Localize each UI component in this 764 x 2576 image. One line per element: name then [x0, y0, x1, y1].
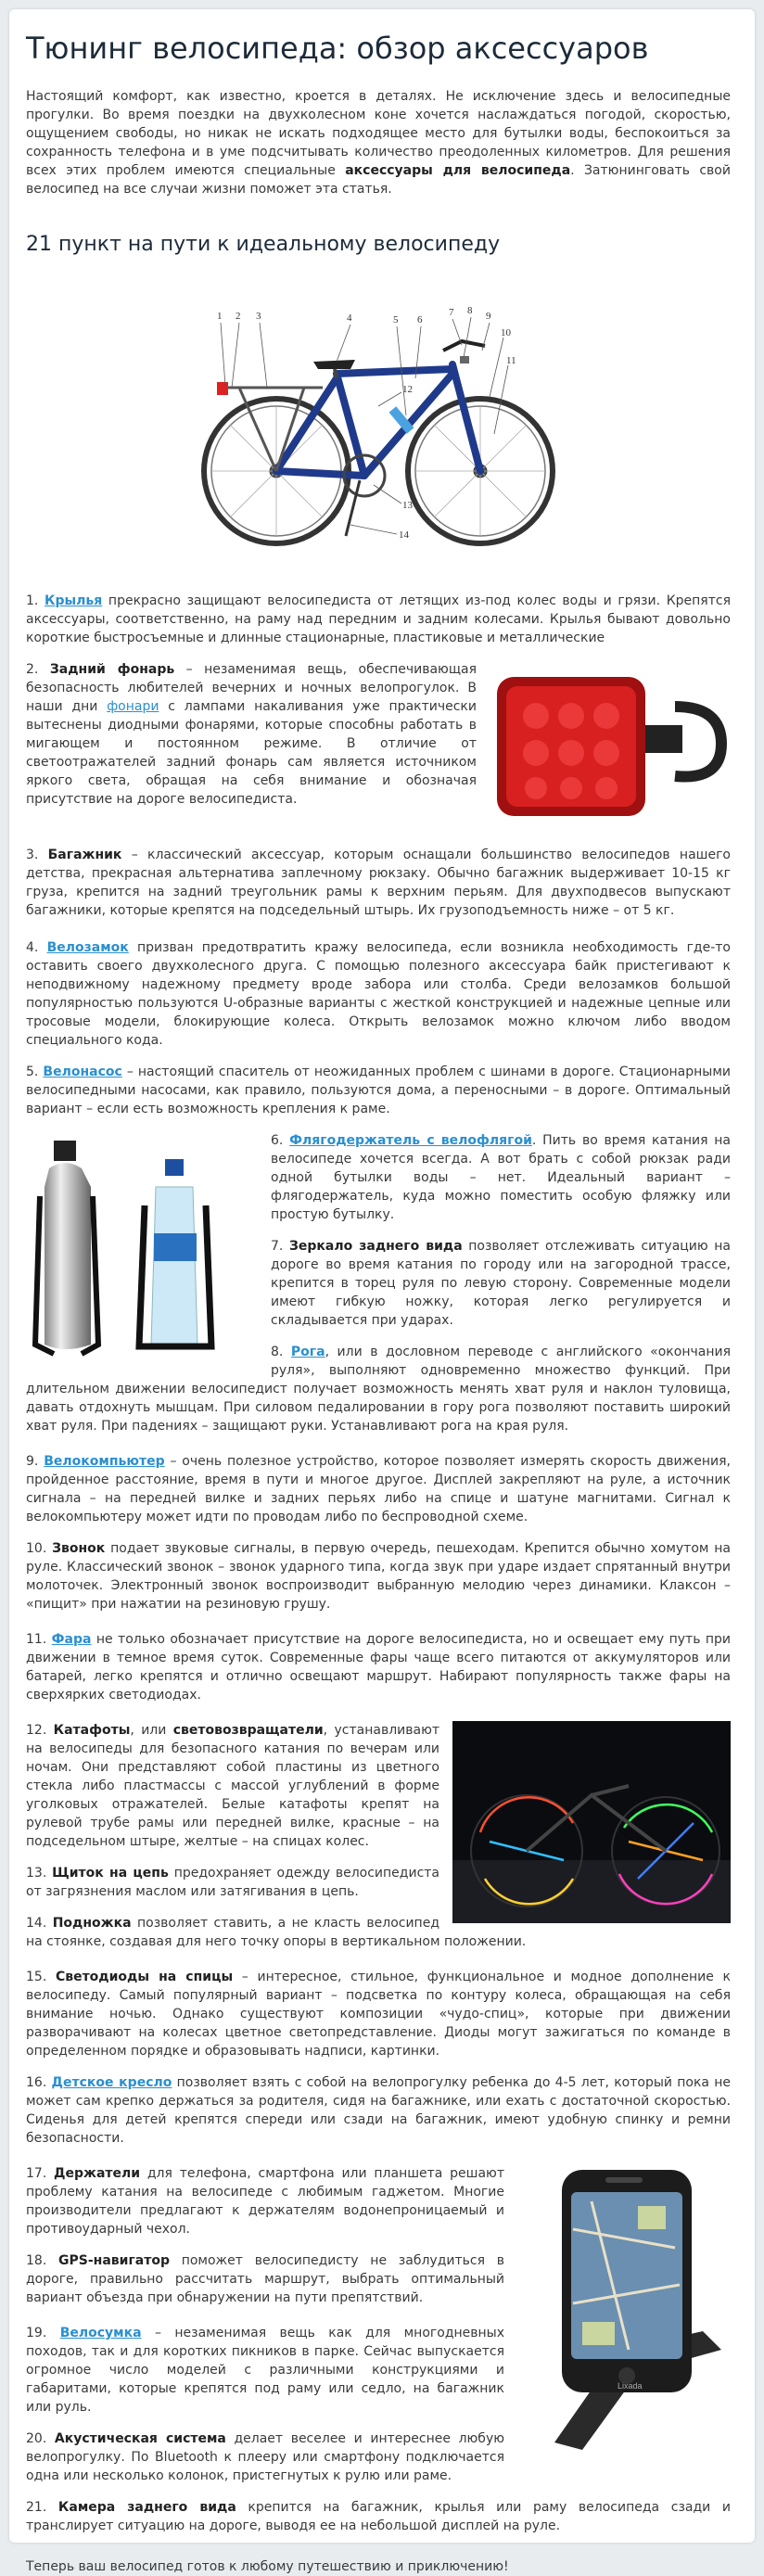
list-item: 8. Рога, или в дословном переводе с английского «окончания руля», выполняют одновременно множество функций. При длительном движении велосипедист получает возможность менять хват руля и наклон туловища, давать отдохнуть мышцам. При силовом педалировании в гору рога позволяют поставить широкий хват руля. При падениях – защищают руки. Устанавливают рога на края руля.: [26, 1345, 732, 1434]
label-13: 13: [402, 500, 413, 511]
list-item: 2. Задний фонарь – незаменимая вещь, обеспечивающая безопасность любителей вечерних и ночных велопрогулок. В наши дни фонари с лампами накаливания уже практически вытеснены диодными фонарями, которые способны работать в мигающем и постоянном режиме. В отличие от светоотражателей задний фонарь сам является источником яркого света, обращая на себя внимание и обозначая присутствие на дороге велосипедиста.: [26, 660, 731, 833]
list-item: 20. Акустическая система делает веселее и интереснее любую велопрогулку. По Bluetooth к плееру или смартфону подключается одна или несколько колонок, пристегнутых к рулю или раме.: [26, 2431, 505, 2483]
list-item: 10. Звонок подает звуковые сигналы, в первую очередь, пешеходам. Крепится обычно хомутом на руле. Классический звонок – звонок ударного типа, когда звук при ударе издает спрятанный внутри молоточек. Электронный звонок воспроизводит выбранную мелодию через динамики. Клаксон – «пищит» при нажатии на резиновую грушу.: [26, 1541, 731, 1612]
bike-diagram: [184, 286, 573, 564]
tail-light-image: [490, 660, 731, 827]
label-10: 10: [501, 327, 511, 338]
list-item: 9. Велокомпьютер – очень полезное устройство, которое позволяет измерять скорость движения, пройденное расстояние, время в пути и многое другое. Дисплей закрепляют на руле, а источник сигнала – на передней вилке и задних перьях либо на спице и шатуне магнитами. Сигнал к велокомпьютеру может идти по проводам либо по беспроводной схеме.: [26, 1454, 731, 1524]
saddle: [313, 360, 355, 369]
list-item: 19. Велосумка – незаменимая вещь как для многодневных походов, так и для коротких пикников в парке. Сейчас выпускается огромное число моделей с различными конструкциями и габаритами, которые крепятся под раму или седло, на багажник или руль.: [26, 2326, 505, 2415]
reflector-section: [26, 1721, 731, 1951]
list-item: 11. Фара не только обозначает присутствие на дороге велосипедиста, но и освещает ему путь при движении в темное время суток. Современные фары чаще всего питаются от аккумуляторов или батарей, легко крепятся и отлично освещают маршрут. Набирают популярность также фары на сверхярких светодиодах.: [26, 1632, 731, 1702]
list-item: 13. Щиток на цепь предохраняет одежду велосипедиста от загрязнения маслом или затягивания в цепь.: [26, 1866, 440, 1899]
page-title: Тюнинг велосипеда: обзор аксессуаров: [26, 31, 649, 66]
label-7: 7: [449, 307, 454, 318]
list-item: 15. Светодиоды на спицы – интересное, стильное, функциональное и модное дополнение к велосипеду. Самый популярный вариант – подсветка по контуру колеса, обращающая на себя внимание ночью. Однако существуют композиции «чудо-спиц», которые при движении разворачивают на колесах цветное светопредставление. Диоды могут зажигаться по команде в определенном порядке и образовывать надписи, картинки.: [26, 1970, 732, 2059]
label-12: 12: [402, 384, 413, 395]
bottle-holder-photo: [26, 1131, 258, 1363]
list-item: 14. Подножка позволяет ставить, а не класть велосипед на стоянке, создавая для него точку опоры в вертикальном положении.: [26, 1916, 527, 1949]
list-item: 17. Держатели для телефона, смартфона или планшета решают проблему катания на велосипеде с любимым гаджетом. Многие производители предлагают к держателям водонепроницаемый и противоударный чехол.: [26, 2166, 504, 2237]
article-content: [26, 30, 731, 2576]
phone-section: [26, 2164, 731, 2485]
list-item: 3. Багажник – классический аксессуар, которым оснащали большинство велосипедов нашего детства, прекрасная альтернатива заплечному рюкзаку. Обычно багажник выдерживает 10-15 кг груза, крепится на задний треугольник рамы к верхним перьям. Для двухподвесов выпускают багажники, которые крепятся на подседельный штырь. Их грузоподъемность ниже – от 5 кг.: [26, 848, 731, 918]
headlight: [460, 356, 469, 363]
list-item: 1. Крылья прекрасно защищают велосипедиста от летящих из-под колес воды и грязи. Крепятся аксессуары, соответственно, на раму над передним и задним колесами. Крылья бывают довольно короткие быстросъемные и длинные стационарные, пластиковые и металлические: [26, 593, 732, 645]
label-9: 9: [486, 311, 491, 322]
label-4: 4: [347, 312, 352, 324]
list-item: 18. GPS-навигатор поможет велосипедисту не заблудиться в дороге, правильно рассчитать маршрут, выбрать оптимальный вариант объезда при обнаружении на пути препятствий.: [26, 2253, 504, 2305]
link-roga[interactable]: Рога: [290, 1345, 325, 1359]
link-flyagoderzhatel[interactable]: Флягодержатель с велофлягой: [289, 1133, 532, 1148]
spoke-lights-image: [452, 1721, 731, 1923]
phone-holder-image: [517, 2164, 731, 2452]
rear-light: [217, 382, 228, 395]
link-velosumka[interactable]: Велосумка: [59, 2326, 142, 2340]
bottles-image: [26, 1131, 258, 1363]
label-1: 1: [217, 311, 223, 322]
label-8: 8: [467, 305, 473, 316]
bike-illustration: [184, 286, 573, 564]
outro-paragraph: Теперь ваш велосипед готов к любому путешествию и приключению!: [26, 2559, 509, 2574]
label-11: 11: [506, 355, 516, 366]
list-item: 12. Катафоты, или световозвращатели, устанавливают на велосипеды для безопасного катания по вечерам или ночам. Они представляют собой пластины из цветного стекла либо пластмассы с массой углублений в форме уголковых отражателей. Белые катафоты крепят на рулевой трубе рамы или передней вилке, красные – на подседельном штыре, желтые – на спицах колес.: [26, 1723, 440, 1849]
link-velokompyuter[interactable]: Велокомпьютер: [44, 1454, 165, 1469]
bottle-section: [26, 1131, 731, 1435]
handlebar: [443, 341, 485, 351]
link-velonasos[interactable]: Велонасос: [43, 1065, 122, 1079]
intro-bold: аксессуары для велосипеда: [345, 163, 571, 178]
phone-holder-photo: [517, 2164, 731, 2452]
intro-text-end: . Затюнинговать свой велосипед на все случаи жизни поможет эта статья.: [26, 163, 731, 197]
intro-text: Настоящий комфорт, как известно, кроется в деталях. Не исключение здесь и велосипедные прогулки. Во время поездки на двухколесном коне хочется наслаждаться погодой, скоростью, ощущением свободы, но никак не искать подходящее место для бутылки воды, беспокоиться за сохранность телефона и в уме подсчитывать количество преодоленных километров. Для решения всех этих проблем имеются специальные: [26, 89, 731, 178]
list-item: 7. Зеркало заднего вида позволяет отслеживать ситуацию на дороге во время катания по городу или на загородной трассе, крепится в торец руля по левую сторону. Современные модели имеют гибкую ножку, которая легко регулируется и складывается при ударах.: [271, 1239, 732, 1328]
link-fonari[interactable]: фонари: [107, 699, 159, 714]
list-item: 16. Детское кресло позволяет взять с собой на велопрогулку ребенка до 4-5 лет, который пока не может сам крепко держаться за родителя, сидя на багажнике, или ехать с достаточной скоростью. Сиденья для детей крепятся спереди или сзади на багажник, имеют удобную спинку и ремни безопасности.: [26, 2075, 731, 2146]
list-item: 4. Велозамок призван предотвратить кражу велосипеда, если возникла необходимость где-то оставить своего двухколесного друга. С помощью полезного аксессуара байк пристегивают к неподвижному надежному предмету вроде забора или столба. Среди велозамков большой популярностью пользуются U-образные варианты с жесткой конструкцией и надежные цепные или тросовые модели, блокирующие колеса. Открыть велозамок можно ключом либо вводом специального кода.: [26, 940, 732, 1048]
link-krylya[interactable]: Крылья: [45, 593, 103, 608]
intro-paragraph: [26, 87, 731, 198]
label-6: 6: [417, 314, 423, 325]
list-item: 6. Флягодержатель с велофлягой. Пить во время катания на велосипеде хочется всегда. А вот брать с собой рюкзак ради одной бутылки воды – нет. Идеальный вариант – флягодержатель, куда можно поместить особую фляжку или простую бутылку.: [271, 1133, 731, 1222]
label-2: 2: [236, 311, 241, 322]
section-subtitle: 21 пункт на пути к идеальному велосипеду: [26, 233, 501, 256]
label-3: 3: [256, 311, 261, 322]
list-item: 21. Камера заднего вида крепится на багажник, крылья или раму велосипеда сзади и транслирует ситуацию на дороге, выводя ее на небольшой дисплей на руле.: [26, 2500, 731, 2533]
label-5: 5: [393, 314, 399, 325]
link-fara[interactable]: Фара: [51, 1632, 92, 1647]
link-velozamok[interactable]: Велозамок: [46, 940, 129, 955]
label-14: 14: [399, 529, 409, 541]
list-item: 5. Велонасос – настоящий спаситель от неожиданных проблем с шинами в дороге. Стационарными велосипедными насосами, как правило, пользуются дома, а переносными – в дороге. Оптимальный вариант – если есть возможность крепления к раме.: [26, 1065, 731, 1116]
rear-light-photo: [490, 660, 731, 827]
night-bike-photo: [452, 1721, 731, 1923]
link-detskoe-kreslo[interactable]: Детское кресло: [51, 2075, 172, 2090]
article-page: [9, 9, 755, 2574]
svg-text:Lixada: Lixada: [618, 2381, 643, 2391]
